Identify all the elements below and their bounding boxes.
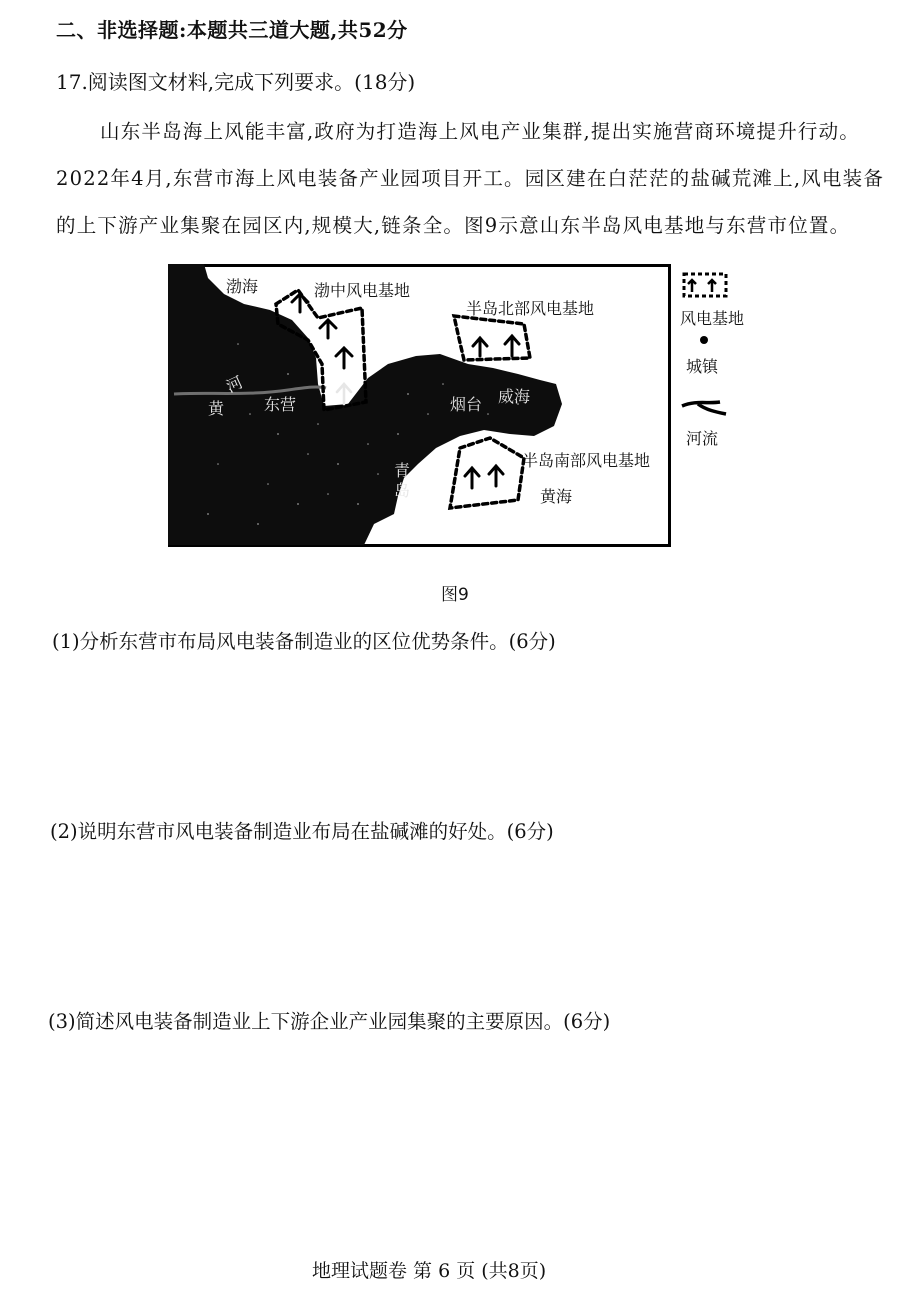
legend-wind-base-icon bbox=[684, 274, 726, 296]
section-title: 二、非选择题:本题共三道大题,共52分 bbox=[56, 18, 408, 42]
label-weihai: 威海 bbox=[498, 387, 531, 406]
label-south-wind-base: 半岛南部风电基地 bbox=[522, 451, 651, 470]
label-north-wind-base: 半岛北部风电基地 bbox=[466, 299, 595, 318]
label-yantai: 烟台 bbox=[450, 395, 483, 414]
sub-question-3: (3)简述风电装备制造业上下游企业产业园集聚的主要原因。(6分) bbox=[48, 1010, 611, 1033]
legend-town-label: 城镇 bbox=[686, 357, 719, 376]
paragraph-2: 2022年4月,东营市海上风电装备产业园项目开工。园区建在白茫茫的盐碱荒滩上,风电装备 bbox=[56, 167, 885, 190]
label-he: 河 bbox=[223, 372, 246, 397]
label-yellow-sea: 黄海 bbox=[540, 487, 573, 506]
label-qing: 青 bbox=[394, 461, 411, 480]
figure-9-map bbox=[168, 264, 750, 550]
paragraph-3: 的上下游产业集聚在园区内,规模大,链条全。图9示意山东半岛风电基地与东营市位置。 bbox=[56, 214, 851, 237]
question-title: 17.阅读图文材料,完成下列要求。(18分) bbox=[56, 70, 416, 94]
paragraph-1: 山东半岛海上风能丰富,政府为打造海上风电产业集群,提出实施营商环境提升行动。 bbox=[100, 120, 860, 143]
legend-town-icon bbox=[700, 336, 708, 344]
label-dao: 岛 bbox=[394, 481, 411, 500]
legend bbox=[682, 274, 726, 414]
legend-wind-base-label: 风电基地 bbox=[680, 309, 745, 328]
figure-caption: 图9 bbox=[441, 585, 469, 605]
sub-question-1: (1)分析东营市布局风电装备制造业的区位优势条件。(6分) bbox=[52, 630, 556, 653]
sub-question-2: (2)说明东营市风电装备制造业布局在盐碱滩的好处。(6分) bbox=[50, 820, 554, 843]
label-bohai: 渤海 bbox=[226, 277, 259, 296]
label-bozhong-wind-base: 渤中风电基地 bbox=[314, 281, 411, 300]
label-huang: 黄 bbox=[208, 399, 225, 418]
legend-river-label: 河流 bbox=[686, 429, 719, 448]
page-footer: 地理试题卷 第 6 页 (共8页) bbox=[312, 1260, 547, 1282]
label-dongying: 东营 bbox=[264, 395, 297, 414]
legend-river-icon bbox=[682, 402, 726, 414]
